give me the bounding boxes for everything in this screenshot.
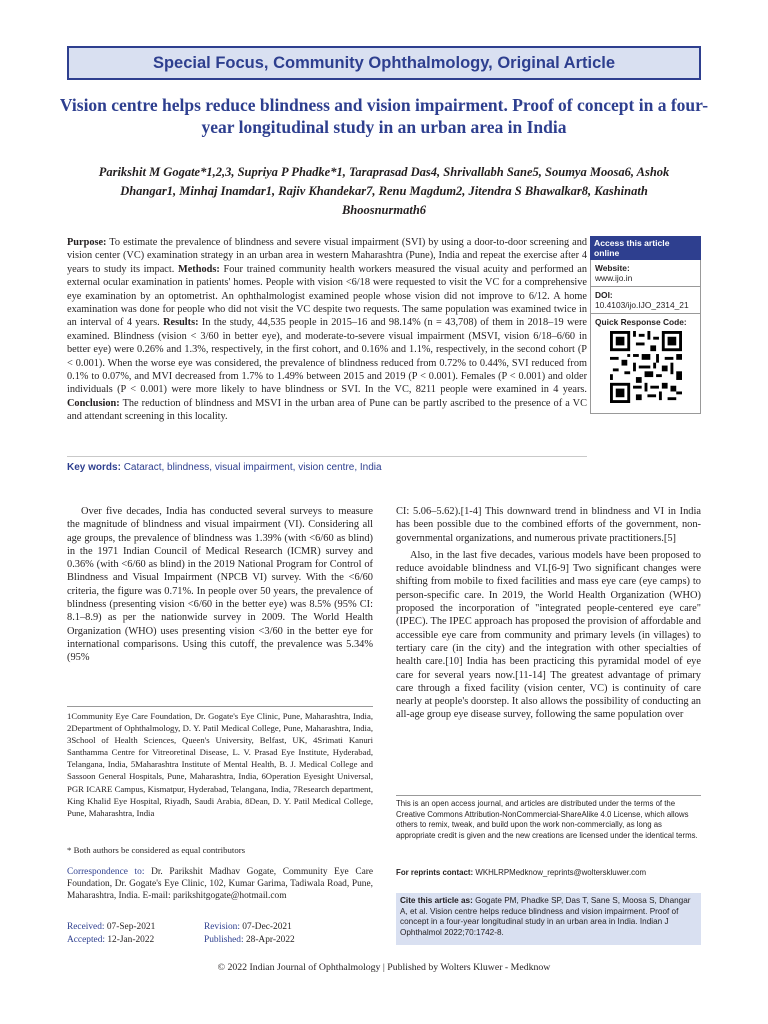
article-title: Vision centre helps reduce blindness and vision impairment. Proof of concept in a four-year longitudinal study in an urban area in India [59,95,709,137]
reprints-email[interactable]: WKHLRPMedknow_reprints@wolterskluwer.com [475,868,647,877]
keywords-label: Key words: [67,462,121,473]
access-header: Access this article online [590,236,701,260]
purpose-text: To estimate the prevalence of blindness and severe visual impairment (SVI) by using a door-to-door screening and vision center (VC) examination strategy in an urban area in western Maharashtra (Pune), India and repeat the exercise after 4 years to study its impact. [67,237,588,275]
website-section [590,260,701,287]
website-label: Website: [595,263,630,273]
published-label: Published: [204,935,244,945]
citation-box [396,893,701,945]
affiliations-divider [67,706,373,707]
published-date: 28-Apr-2022 [245,935,295,945]
correspondence-label: Correspondence to: [67,867,145,877]
license-notice: This is an open access journal, and articles are distributed under the terms of the Creative Commons Attribution-NonCommercial-ShareAlike 4.0 License, which allows others to remix, tweak, and build upon the work non-commercially, as long as appropriate credit is given and the new creations are licensed under the identical terms. [396,799,698,840]
section-banner: Special Focus, Community Ophthalmology, Original Article [67,46,701,80]
accepted-date: 12-Jan-2022 [107,935,155,945]
received-date: 07-Sep-2021 [106,922,156,932]
body-column-left [67,505,373,669]
conclusion-text: The reduction of blindness and MSVI in the urban area of Pune can be partly ascribed to the presence of a VC and attendant screening in this locality. [67,397,587,423]
doi-label: DOI: [595,290,613,300]
body-column-right [396,505,701,726]
keywords [67,462,707,473]
cite-label: Cite this article as: [400,896,473,905]
results-text: In the study, 44,535 people in 2015–16 and 98.14% (n = 43,708) of them in 2018–19 were examined. Blindness (vision < 3/60 in better eye), and moderate-to-severe visual impairment (MSVI, vision 6/18–6/60 in better eye) were 0.26% and 1.3%, respectively, in the first cohort, and 0.16% and 1.1%, respectively, in the second cohort (P < 0.001). When the worse eye was considered, the prevalence of blindness reduced from 0.72% to 0.44%, SVI reduced from 0.1% to 0.07%, and MVI decreased from 1.7% to 1.49% between 2015 and 2019 (P < 0.001). Females (P < 0.001) and older individuals (P < 0.001) were more likely to have blindness or SVI. In the VC, 8211 people were examined in 4 years. [67,317,587,396]
doi-link[interactable]: 10.4103/ijo.IJO_2314_21 [595,300,689,310]
doi-section [590,287,701,314]
correspondence-text: Dr. Parikshit Madhav Gogate, Community Eye Care Foundation, Dr. Gogate's Eye Clinic, 102, Kumar Garima, Tadiwala Road, Pune, Maharashtra, India. E-mail: parikshitgogate@hotmail.com [67,867,374,902]
methods-text: Four trained community health workers measured the visual acuity and performed an external ocular examination in patients' homes. People with vision <6/18 were requested to visit the VC for a comprehensive eye examination by an optometrist. An ophthalmologist examined people whose vision did not improve to 6/12. A home examination was done for people who did not visit the VC despite two requests. The same population was examined twice in an interval of 4 years. [67,263,588,329]
cite-text: Gogate PM, Phadke SP, Das T, Sane S, Moosa S, Dhangar A, et al. Vision centre helps reduce blindness and vision impairment. Proof of concept in a four-year longitudinal study in an urban area in India. Indian J Ophthalmol 2022;70:1742-8. [400,896,691,937]
affiliations: 1Community Eye Care Foundation, Dr. Gogate's Eye Clinic, Pune, Maharashtra, India, 2Department of Ophthalmology, D. Y. Patil Medical College, Pune, Maharashtra, India, 3School of Health Sciences, Queen's University, Belfast, UK, 4Srimati Kanuri Santhamma Centre for Vitreoretinal Disease, L. V. Prasad Eye Institute, Hyderabad, Telangana, India, 5Maharashtra Institute of Mental Health, B. J. Medical College and Sassoon General Hospitals, Pune, Maharashtra, India, 6Operation Eyesight Universal, PGR ICARE Campus, Kismatpur, Hyderabad, Telangana, India, 7Research department, King Khalid Eye Hospital, Riyadh, Saudi Arabia, 8Dean, D. Y. Patil Medical College, Pune, Maharashtra, India [67,711,373,818]
received-label: Received: [67,922,105,932]
abstract [67,236,587,424]
equal-contribution-note: * Both authors be considered as equal contributors [67,845,246,855]
results-label: Results: [163,317,199,329]
accepted-label: Accepted: [67,935,105,945]
correspondence [67,866,373,903]
intro-paragraph-continued: CI: 5.06–5.62).[1-4] This downward trend in blindness and VI in India has been possible due to the combined efforts of the government, non-governmental organizations, and numerous private practitioners.[5] [396,506,701,544]
keywords-divider [67,456,587,457]
keywords-text: Cataract, blindness, visual impairment, vision centre, India [123,462,382,473]
methods-label: Methods: [178,263,220,275]
intro-paragraph-1: Over five decades, India has conducted several surveys to measure the magnitude of blindness and visual impairment (VI). Considering all age groups, the prevalence of blindness was 1.39% (with <6/60 as blind) in the 1971 Indian Council of Medical Research (ICMR) survey and 0.36% (with <6/60 as blind) in the 2019 National Program for Control of Blindness and Visual Impairment (NPCB VI) survey. With the <6/60 criteria, the figure was 0.71%. In people over 50 years, the prevalence of blindness (presenting vision <6/60 in the better eye) was 8.5% (95% CI: 8.1–8.9) as per the nationwide survey in 2009. The World Health Organization (WHO) uses presenting vision <3/60 in the better eye for international comparisons. Using this cutoff, the prevalence was 5.34% (95% [67,506,373,664]
reprints-label: For reprints contact: [396,868,474,877]
website-link[interactable]: www.ijo.in [595,273,633,283]
qr-label: Quick Response Code: [595,317,687,327]
license-divider [396,795,701,796]
conclusion-label: Conclusion: [67,397,120,409]
qr-section [590,314,701,414]
access-article-box [590,236,701,414]
page-footer: © 2022 Indian Journal of Ophthalmology | Published by Wolters Kluwer - Medknow [217,962,551,973]
author-list: Parikshit M Gogate*1,2,3, Supriya P Phadke*1, Taraprasad Das4, Shrivallabh Sane5, Soumya Moosa6, Ashok Dhangar1, Minhaj Inamdar1, Rajiv Khandekar7, Renu Magdum2, Jitendra S Bhawalkar8, Kashinath Bhoosnurmath6 [98,165,670,217]
qr-code-icon[interactable] [610,331,682,403]
article-dates [67,921,373,947]
purpose-label: Purpose: [67,237,107,248]
revision-label: Revision: [204,922,240,932]
revision-date: 07-Dec-2021 [242,922,292,932]
reprints-contact [396,868,701,877]
intro-paragraph-2: Also, in the last five decades, various models have been proposed to reduce avoidable blindness and VI.[6-9] Two significant changes were shifting from mobile to fixed facilities and mass eye care (eye camps) to person-specific care. In 2019, the World Health Organization (WHO) proposed the incorporation of "integrated people-centered eye care" (IPEC). The IPEC approach has proposed the provision of affordable and accessible eye care from community and primary levels (in villages) to tertiary care (in the city) and the integration with other specialties of health care.[10] India has been practicing this pyramidal model of eye care for several years now.[11-14] The greatest advantage of primary care through a fixed facility (vision center, VC) is continuity of care nearly at people's doorstep. It also allows the possibility of conducting an all-age group eye disease survey, following the same population over [396,549,701,721]
